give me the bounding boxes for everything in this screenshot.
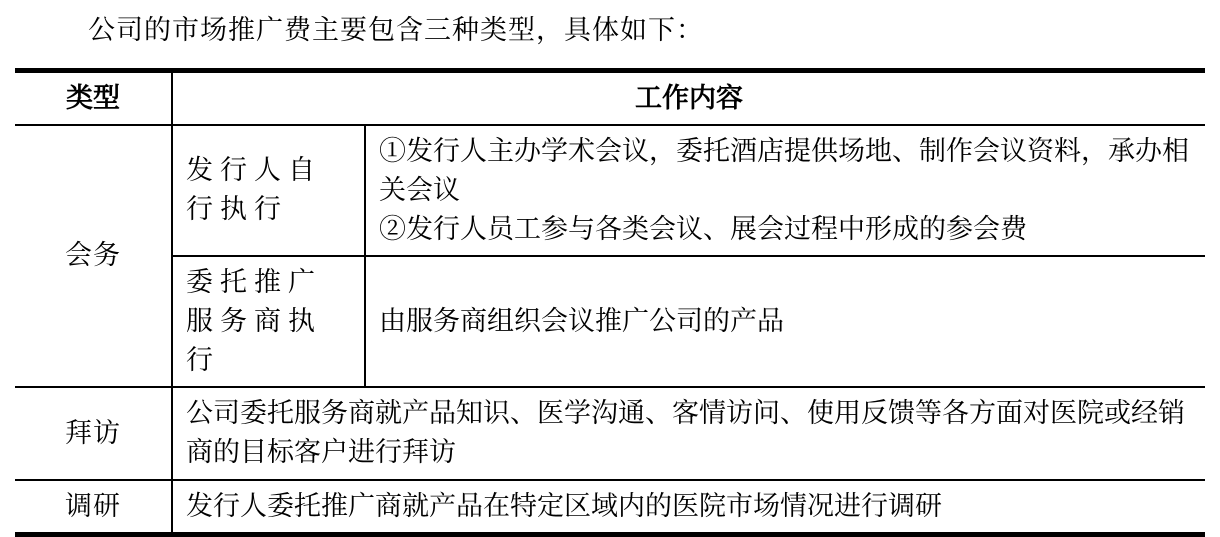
content-line-2: ②发行人员工参与各类会议、展会过程中形成的参会费 — [379, 213, 1027, 244]
row-conference-self — [15, 125, 1205, 256]
method-cell-self-exec: 发行人自行执行 — [172, 125, 365, 256]
content-cell-outsourced: 由服务商组织会议推广公司的产品 — [365, 256, 1205, 387]
row-research — [15, 480, 1205, 535]
method-cell-outsourced: 委托推广服务商执行 — [172, 256, 365, 387]
header-type-cell: 类型 — [15, 71, 172, 125]
type-cell-visit: 拜访 — [15, 387, 172, 479]
type-cell-research: 调研 — [15, 480, 172, 535]
row-visit — [15, 387, 1205, 479]
intro-text: 公司的市场推广费主要包含三种类型，具体如下： — [88, 15, 704, 45]
content-line-1: ①发行人主办学术会议，委托酒店提供场地、制作会议资料，承办相关会议 — [379, 135, 1189, 205]
content-cell-self-exec — [365, 125, 1205, 256]
promotion-fee-table — [15, 68, 1205, 537]
content-cell-visit: 公司委托服务商就产品知识、医学沟通、客情访问、使用反馈等各方面对医院或经销商的目标客户进行拜访 — [172, 387, 1205, 479]
row-conference-outsourced — [15, 256, 1205, 387]
content-cell-research: 发行人委托推广商就产品在特定区域内的医院市场情况进行调研 — [186, 490, 942, 521]
type-cell-conference: 会务 — [15, 125, 172, 388]
table-header-row — [15, 71, 1205, 125]
header-content-cell: 工作内容 — [172, 71, 1205, 125]
